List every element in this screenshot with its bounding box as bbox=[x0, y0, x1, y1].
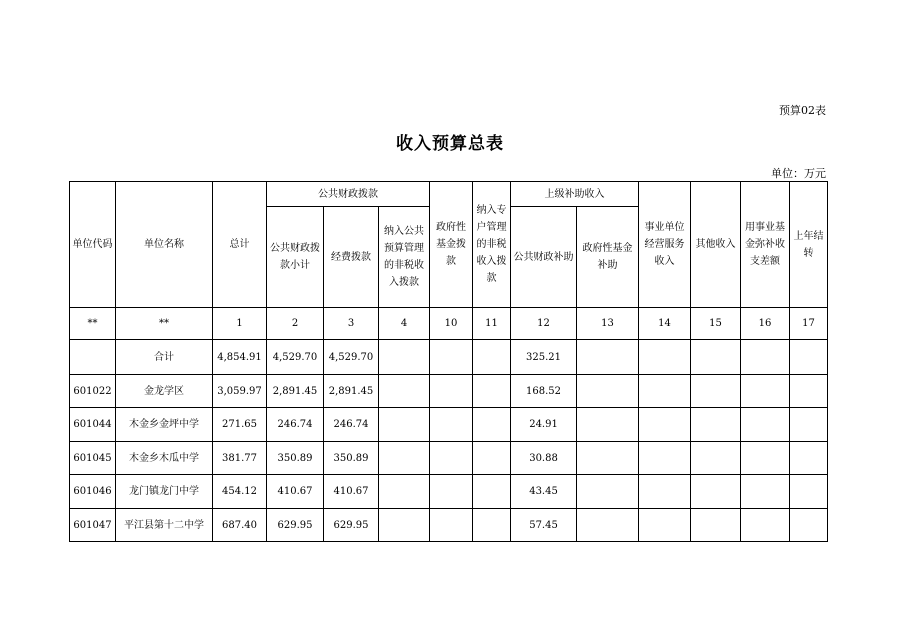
cell-public-subsidy: 57.45 bbox=[511, 509, 577, 542]
cell-empty bbox=[473, 375, 511, 408]
cell-empty bbox=[790, 408, 828, 442]
cell-unit-code: 601022 bbox=[70, 375, 116, 408]
index-cell: 10 bbox=[430, 308, 473, 340]
cell-empty bbox=[577, 408, 639, 442]
cell-empty bbox=[741, 475, 790, 509]
header-business-service: 事业单位经营服务收入 bbox=[639, 182, 691, 308]
cell-empty bbox=[741, 509, 790, 542]
cell-unit-code: 601046 bbox=[70, 475, 116, 509]
header-higher-subsidy: 上级补助收入 bbox=[511, 182, 639, 207]
cell-empty bbox=[430, 408, 473, 442]
cell-empty bbox=[741, 442, 790, 475]
cell-empty bbox=[639, 442, 691, 475]
cell-empty bbox=[790, 509, 828, 542]
cell-empty bbox=[790, 475, 828, 509]
cell-empty bbox=[430, 375, 473, 408]
cell-empty bbox=[430, 475, 473, 509]
cell-operating: 410.67 bbox=[324, 475, 379, 509]
cell-empty bbox=[577, 375, 639, 408]
page-title: 收入预算总表 bbox=[396, 134, 504, 154]
cell-unit-code: 601044 bbox=[70, 408, 116, 442]
index-cell: 15 bbox=[691, 308, 741, 340]
cell-empty bbox=[639, 509, 691, 542]
header-unit-code: 单位代码 bbox=[70, 182, 116, 308]
cell-subtotal: 246.74 bbox=[267, 408, 324, 442]
cell-empty bbox=[577, 475, 639, 509]
header-public-finance-subsidy: 公共财政补助 bbox=[511, 207, 577, 308]
index-cell: 12 bbox=[511, 308, 577, 340]
index-cell: 2 bbox=[267, 308, 324, 340]
cell-empty bbox=[790, 375, 828, 408]
index-cell: 11 bbox=[473, 308, 511, 340]
income-budget-table bbox=[69, 181, 828, 542]
cell-empty bbox=[379, 408, 430, 442]
cell-empty bbox=[379, 375, 430, 408]
form-number: 预算02表 bbox=[779, 104, 826, 117]
cell-unit-name: 龙门镇龙门中学 bbox=[116, 475, 213, 509]
cell-empty bbox=[639, 475, 691, 509]
index-cell: ** bbox=[70, 308, 116, 340]
cell-total: 381.77 bbox=[213, 442, 267, 475]
header-total: 总计 bbox=[213, 182, 267, 308]
cell-unit-code: 601045 bbox=[70, 442, 116, 475]
table-row bbox=[70, 509, 828, 542]
cell-empty bbox=[379, 509, 430, 542]
cell-operating: 4,529.70 bbox=[324, 340, 379, 375]
cell-empty bbox=[430, 509, 473, 542]
cell-unit-code: 601047 bbox=[70, 509, 116, 542]
table-row bbox=[70, 375, 828, 408]
header-gov-fund-subsidy: 政府性基金补助 bbox=[577, 207, 639, 308]
cell-operating: 629.95 bbox=[324, 509, 379, 542]
cell-total: 454.12 bbox=[213, 475, 267, 509]
cell-unit-name: 金龙学区 bbox=[116, 375, 213, 408]
cell-total: 271.65 bbox=[213, 408, 267, 442]
cell-empty bbox=[473, 442, 511, 475]
cell-empty bbox=[379, 442, 430, 475]
cell-operating: 350.89 bbox=[324, 442, 379, 475]
cell-empty bbox=[639, 340, 691, 375]
index-cell: 13 bbox=[577, 308, 639, 340]
cell-empty bbox=[430, 340, 473, 375]
header-non-tax-budget: 纳入公共预算管理的非税收入拨款 bbox=[379, 207, 430, 308]
cell-empty bbox=[473, 509, 511, 542]
cell-empty bbox=[691, 375, 741, 408]
index-cell: 14 bbox=[639, 308, 691, 340]
cell-unit-code bbox=[70, 340, 116, 375]
cell-public-subsidy: 30.88 bbox=[511, 442, 577, 475]
cell-empty bbox=[577, 442, 639, 475]
header-operating-funds: 经费拨款 bbox=[324, 207, 379, 308]
header-gov-fund: 政府性基金拨款 bbox=[430, 182, 473, 308]
table-row bbox=[70, 475, 828, 509]
header-other-income: 其他收入 bbox=[691, 182, 741, 308]
cell-total: 4,854.91 bbox=[213, 340, 267, 375]
cell-empty bbox=[691, 340, 741, 375]
cell-public-subsidy: 43.45 bbox=[511, 475, 577, 509]
cell-subtotal: 4,529.70 bbox=[267, 340, 324, 375]
cell-empty bbox=[473, 340, 511, 375]
header-business-fund-offset: 用事业基金弥补收支差额 bbox=[741, 182, 790, 308]
cell-empty bbox=[577, 509, 639, 542]
cell-empty bbox=[430, 442, 473, 475]
cell-empty bbox=[691, 442, 741, 475]
cell-empty bbox=[691, 509, 741, 542]
header-unit-name: 单位名称 bbox=[116, 182, 213, 308]
table-row bbox=[70, 408, 828, 442]
index-row bbox=[70, 308, 828, 340]
cell-empty bbox=[577, 340, 639, 375]
cell-empty bbox=[639, 408, 691, 442]
cell-unit-name: 木金乡金坪中学 bbox=[116, 408, 213, 442]
cell-operating: 2,891.45 bbox=[324, 375, 379, 408]
cell-empty bbox=[790, 340, 828, 375]
table-row bbox=[70, 442, 828, 475]
header-public-finance-subtotal: 公共财政拨款小计 bbox=[267, 207, 324, 308]
cell-public-subsidy: 24.91 bbox=[511, 408, 577, 442]
cell-empty bbox=[790, 442, 828, 475]
index-cell: 3 bbox=[324, 308, 379, 340]
header-public-finance: 公共财政拨款 bbox=[267, 182, 430, 207]
index-cell: 4 bbox=[379, 308, 430, 340]
cell-subtotal: 629.95 bbox=[267, 509, 324, 542]
cell-empty bbox=[379, 475, 430, 509]
cell-unit-name: 合计 bbox=[116, 340, 213, 375]
cell-subtotal: 350.89 bbox=[267, 442, 324, 475]
cell-empty bbox=[691, 408, 741, 442]
header-carryover: 上年结转 bbox=[790, 182, 828, 308]
cell-empty bbox=[639, 375, 691, 408]
cell-total: 687.40 bbox=[213, 509, 267, 542]
cell-operating: 246.74 bbox=[324, 408, 379, 442]
index-cell: 17 bbox=[790, 308, 828, 340]
index-cell: ** bbox=[116, 308, 213, 340]
cell-empty bbox=[741, 408, 790, 442]
cell-unit-name: 平江县第十二中学 bbox=[116, 509, 213, 542]
cell-empty bbox=[473, 408, 511, 442]
cell-public-subsidy: 325.21 bbox=[511, 340, 577, 375]
table-row-total bbox=[70, 340, 828, 375]
cell-total: 3,059.97 bbox=[213, 375, 267, 408]
cell-empty bbox=[691, 475, 741, 509]
cell-subtotal: 2,891.45 bbox=[267, 375, 324, 408]
index-cell: 1 bbox=[213, 308, 267, 340]
cell-public-subsidy: 168.52 bbox=[511, 375, 577, 408]
cell-empty bbox=[741, 375, 790, 408]
cell-empty bbox=[473, 475, 511, 509]
index-cell: 16 bbox=[741, 308, 790, 340]
unit-label: 单位：万元 bbox=[771, 167, 826, 180]
header-special-account: 纳入专户管理的非税收入拨款 bbox=[473, 182, 511, 308]
cell-empty bbox=[741, 340, 790, 375]
cell-unit-name: 木金乡木瓜中学 bbox=[116, 442, 213, 475]
cell-subtotal: 410.67 bbox=[267, 475, 324, 509]
cell-empty bbox=[379, 340, 430, 375]
